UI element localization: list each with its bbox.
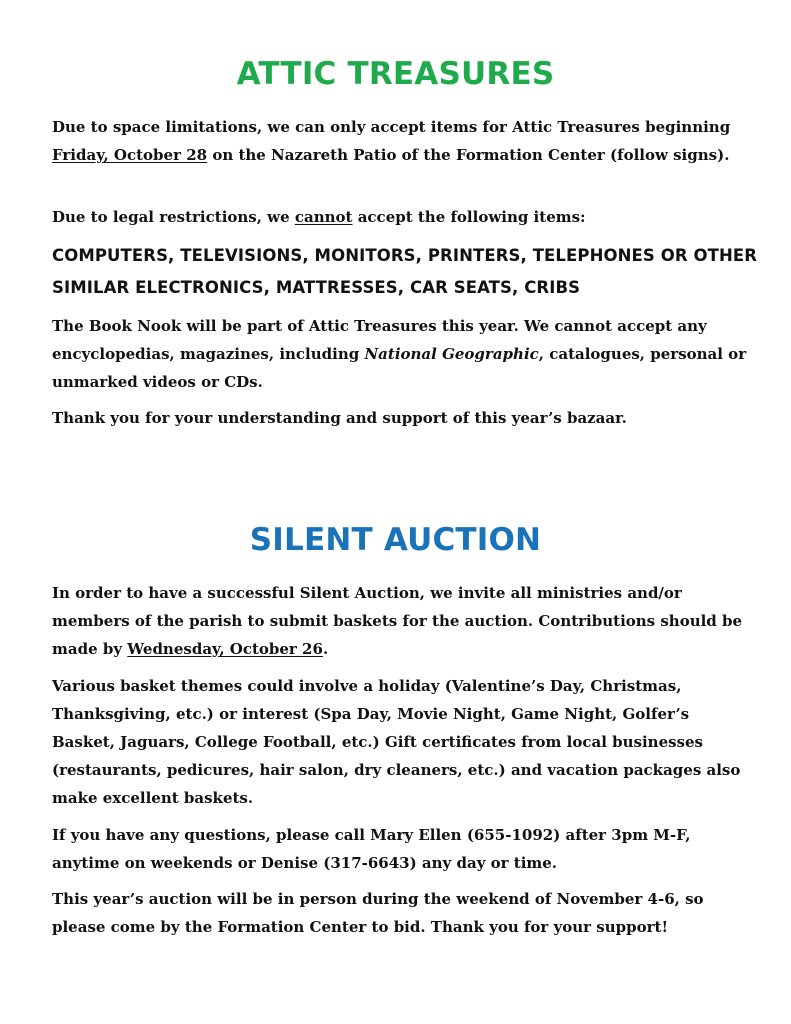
attic-restrictions-paragraph [52,203,752,231]
attic-treasures-heading: ATTIC TREASURES [236,56,555,92]
auction-deadline-date: Wednesday, October 26 [127,640,323,658]
auction-contact-paragraph: If you have any questions, please call Mary Ellen (655-1092) after 3pm M-F, anytime on weekends or Denise (317-6643) any day or time. [52,826,691,872]
attic-restrictions-text-1: Due to legal restrictions, we [52,208,295,226]
book-nook-text-1: The Book Nook will be part of Attic Treasures this year. We cannot accept any encyclopedias, magazines, including [52,317,707,363]
auction-intro-text-2: . [322,640,329,658]
attic-intro-paragraph [52,113,752,169]
national-geographic-title: National Geographic [364,345,539,363]
book-nook-paragraph [52,312,752,396]
attic-intro-text-1: Due to space limitations, we can only accept items for Attic Treasures beginning [52,118,731,136]
attic-start-date: Friday, October 28 [52,146,208,164]
basket-themes-paragraph: Various basket themes could involve a holiday (Valentine’s Day, Christmas, Thanksgiving, etc.) or interest (Spa Day, Movie Night, Game Night, Golfer’s Basket, Jaguars, College Football, etc.) Gift certificates from local businesses (restaurants, pedicures, hair salon, dry cleaners, etc.) and vacation packages also make excellent baskets. [52,677,741,807]
auction-closing-paragraph: This year’s auction will be in person during the weekend of November 4-6, so please come by the Formation Center to bid. Thank you for your support! [52,890,704,936]
silent-auction-heading: SILENT AUCTION [249,522,542,558]
auction-intro-text-1: In order to have a successful Silent Auction, we invite all ministries and/or members of the parish to submit baskets for the auction. Contributions should be made by [52,584,743,658]
attic-intro-text-2: on the Nazareth Patio of the Formation Center (follow signs). [207,146,730,164]
restricted-items-list: COMPUTERS, TELEVISIONS, MONITORS, PRINTERS, TELEPHONES OR OTHER SIMILAR ELECTRONICS, MATTRESSES, CAR SEATS, CRIBS [52,246,758,297]
attic-thank-you: Thank you for your understanding and support of this year’s bazaar. [52,409,627,427]
auction-intro-paragraph [52,579,752,663]
attic-restrictions-text-2: accept the following items: [352,208,586,226]
book-nook-text-2: , catalogues, personal or unmarked videos or CDs. [52,345,747,391]
cannot-emphasis: cannot [294,208,353,226]
